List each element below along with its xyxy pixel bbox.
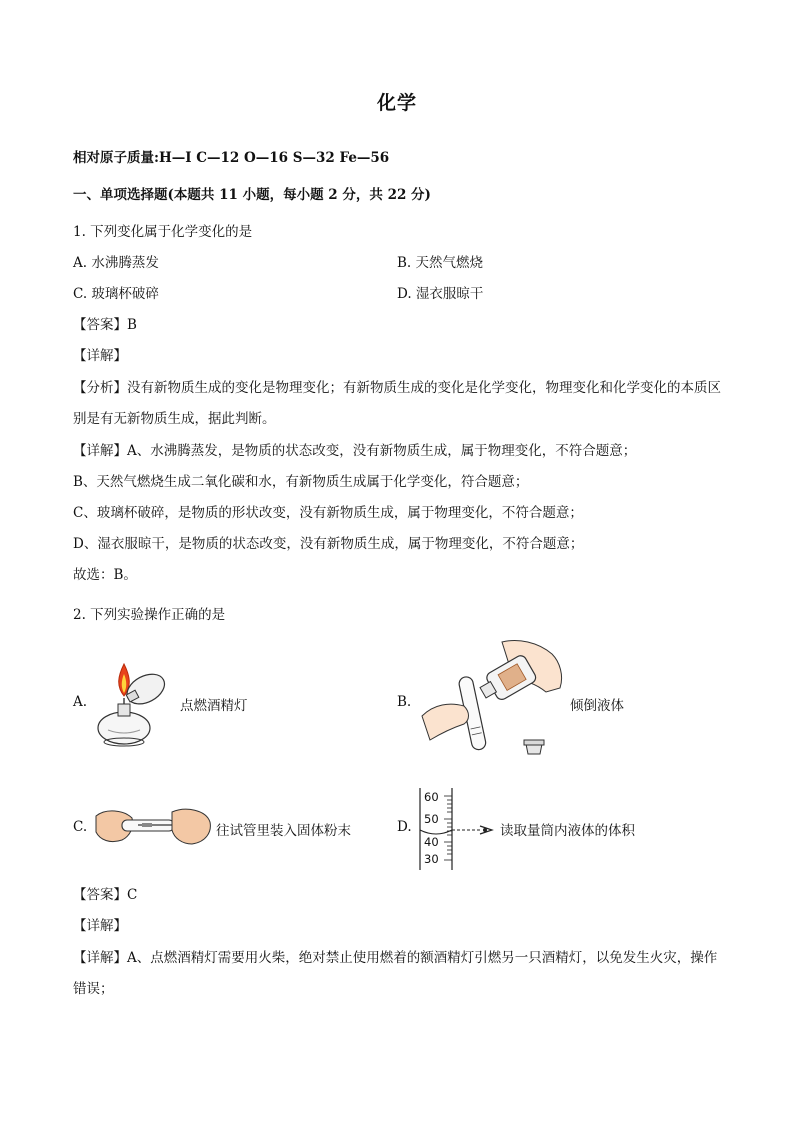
q2-option-c-label: C. bbox=[73, 819, 88, 835]
cylinder-tick-40: 40 bbox=[424, 835, 439, 849]
q2-stem: 2. 下列实验操作正确的是 bbox=[73, 607, 226, 623]
cylinder-tick-50: 50 bbox=[424, 812, 439, 826]
q2-option-c-text: 往试管里装入固体粉末 bbox=[216, 823, 351, 839]
q2-option-d-label: D. bbox=[397, 819, 412, 835]
q2-option-a-label: A. bbox=[73, 694, 88, 710]
q1-detail-c: C、玻璃杯破碎，是物质的形状改变，没有新物质生成，属于物理变化，不符合题意； bbox=[73, 505, 583, 521]
q1-stem: 1. 下列变化属于化学变化的是 bbox=[73, 224, 253, 240]
q2-option-d-text: 读取量筒内液体的体积 bbox=[500, 823, 635, 839]
q1-conclusion: 故选：B。 bbox=[73, 567, 137, 583]
powder-test-tube-illustration bbox=[94, 802, 212, 850]
q2-detail-a: 【详解】A、点燃酒精灯需要用火柴，绝对禁止使用燃着的额酒精灯引燃另一只酒精灯，以免发生火灾，操作错误； bbox=[73, 950, 718, 997]
q1-detail-a: 【详解】A、水沸腾蒸发，是物质的状态改变，没有新物质生成，属于物理变化，不符合题意； bbox=[73, 443, 637, 459]
page-title: 化学 bbox=[376, 92, 417, 114]
q1-detail-d: D、湿衣服晾干，是物质的状态改变，没有新物质生成，属于物理变化，不符合题意； bbox=[73, 536, 584, 552]
section-heading: 一、单项选择题(本题共 11 小题，每小题 2 分，共 22 分) bbox=[73, 187, 431, 203]
q1-analysis: 【分析】没有新物质生成的变化是物理变化；有新物质生成的变化是化学变化，物理变化和化学变化的本质区别是有无新物质生成，据此判断。 bbox=[73, 380, 721, 427]
cylinder-tick-30: 30 bbox=[424, 852, 439, 866]
alcohol-lamp-illustration bbox=[94, 660, 180, 750]
q1-answer: 【答案】B bbox=[73, 317, 137, 333]
q2-option-b-label: B. bbox=[397, 694, 412, 710]
q1-option-c: C. 玻璃杯破碎 bbox=[73, 286, 159, 302]
cylinder-tick-60: 60 bbox=[424, 790, 439, 804]
q1-detail-b: B、天然气燃烧生成二氧化碳和水，有新物质生成属于化学变化，符合题意； bbox=[73, 474, 529, 490]
pouring-liquid-illustration bbox=[418, 636, 566, 762]
q2-option-b-text: 倾倒液体 bbox=[570, 698, 624, 714]
q1-detail-head: 【详解】 bbox=[73, 348, 127, 364]
q1-option-d: D. 湿衣服晾干 bbox=[397, 286, 484, 302]
q2-answer: 【答案】C bbox=[73, 887, 138, 903]
atomic-mass-line: 相对原子质量:H—I C—12 O—16 S—32 Fe—56 bbox=[73, 150, 390, 166]
q2-option-a-text: 点燃酒精灯 bbox=[180, 698, 248, 714]
q2-detail-head: 【详解】 bbox=[73, 918, 127, 934]
q1-option-a: A. 水沸腾蒸发 bbox=[73, 255, 159, 271]
q1-option-b: B. 天然气燃烧 bbox=[397, 255, 484, 271]
